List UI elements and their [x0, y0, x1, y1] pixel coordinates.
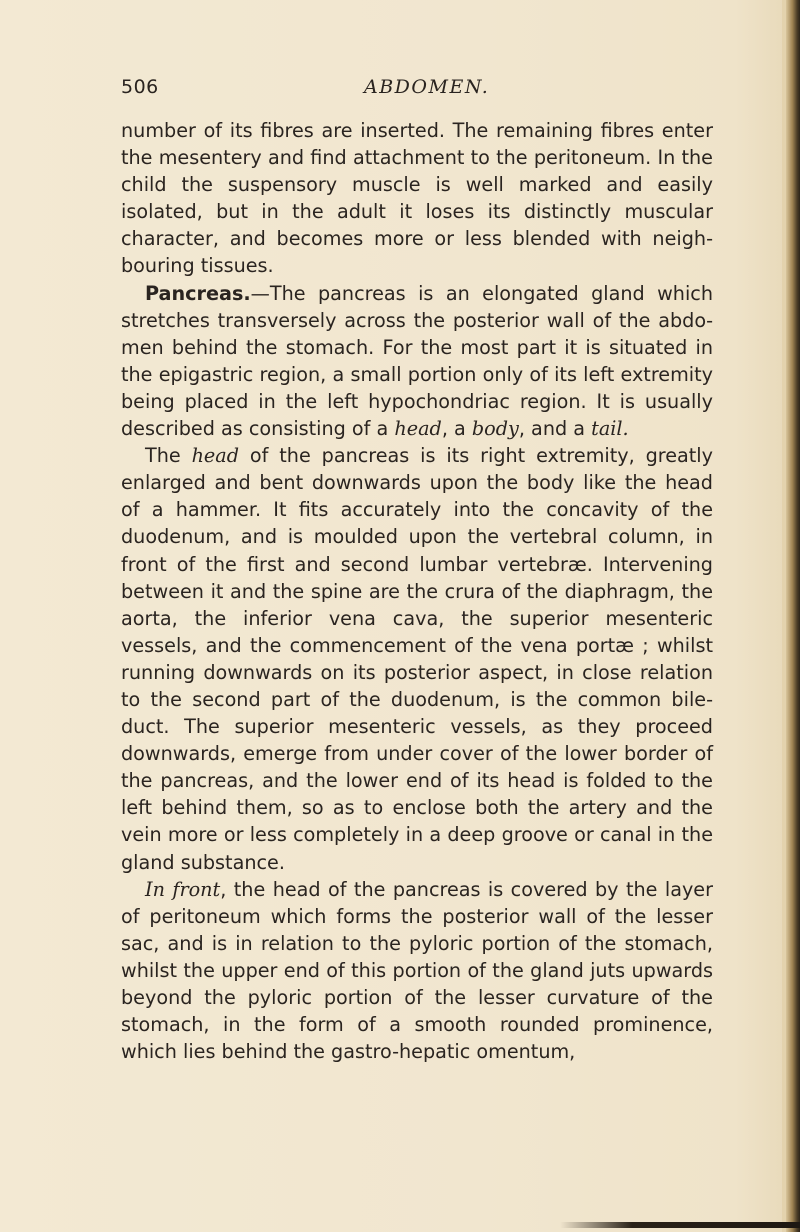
- running-head: [121, 76, 713, 106]
- paragraph-text: , and a: [518, 417, 592, 441]
- italic-term-head: head: [394, 417, 442, 441]
- chapter-title: ABDOMEN.: [364, 76, 490, 98]
- italic-term-head: head: [191, 444, 240, 468]
- paragraph-text: The: [145, 444, 192, 468]
- paragraph-text: number of its fibres are inserted. The remaining fibres enter the mesentery and find attachment to the peritoneum. In the child the suspensory muscle is well marked and easily isolated, but in the adult it loses its distinctly muscular character, and becomes more or less blended with neighbouring tissues.: [121, 119, 713, 278]
- paragraph-text: , the head of the pancreas is covered by the layer of peritoneum which forms the posterior wall of the lesser sac, and is in relation to the pyloric portion of the stomach, whilst the upper end of this portion of the gland juts upwards beyond the pyloric portion of the lesser curvature of the stomach, in the form of a smooth rounded prominence, which lies behind the gastro-hepatic omentum,: [121, 877, 714, 1064]
- page-number: 506: [121, 76, 159, 98]
- section-heading-pancreas: Pancreas.: [145, 281, 251, 305]
- bottom-page-edge: [560, 1222, 800, 1228]
- italic-term-body: body: [471, 417, 519, 441]
- body-text: [121, 117, 713, 1065]
- paragraph-in-front: [121, 876, 713, 1066]
- paragraph-suspensory-muscle: [121, 117, 713, 280]
- book-spine-edge: [786, 0, 800, 1232]
- italic-term-in-front: In front: [145, 877, 221, 901]
- paragraph-text: —The pancreas is an elongated gland which stretches transversely across the posterior wall of the abdomen behind the stomach. For the most part it is situated in the epigastric region, a small portion only of its left extremity being placed in the left hypochondriac region. It is usually described as consisting of a: [121, 281, 713, 441]
- paragraph-pancreas-intro: [121, 280, 713, 443]
- paragraph-text: , a: [441, 417, 472, 441]
- paragraph-text: of the pancreas is its right extremity, greatly enlarged and bent downwards upon the body like the head of a hammer. It fits accurately into the concavity of the duodenum, and is moulded upon the vertebral column, in front of the first and second lumbar vertebræ. Intervening between it and the spine are the crura of the diaphragm, the aorta, the inferior vena cava, the superior mesenteric vessels, and the commencement of the vena portæ ; whilst running downwards on its posterior aspect, in close relation to the second part of the duodenum, is the common bile-duct. The superior mesenteric vessels, as they proceed downwards, emerge from under cover of the lower border of the pancreas, and the lower end of its head is folded to the left behind them, so as to enclose both the artery and the vein more or less completely in a deep groove or canal in the gland substance.: [121, 444, 713, 874]
- paragraph-head-of-pancreas: [121, 442, 713, 876]
- italic-term-tail: tail.: [591, 417, 629, 441]
